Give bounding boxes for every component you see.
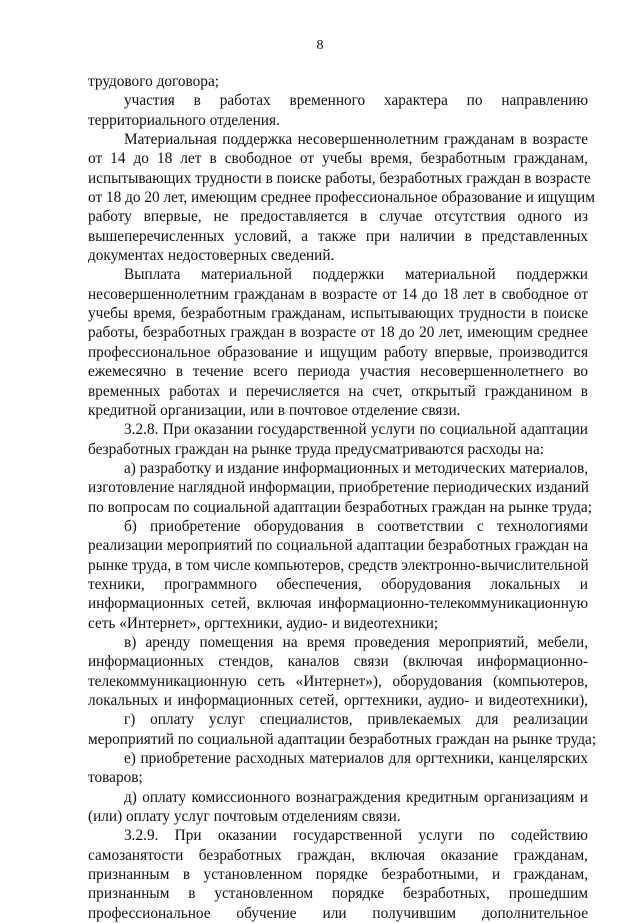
text-line: а) разработку и издание информационных и методических материалов, [124,459,589,477]
text-line: учебы время, безработным гражданам, испытывающих трудности в поиске [88,305,588,323]
text-line: мероприятий по социальной адаптации безработных граждан на рынке труда; [88,730,597,748]
text-line: работы, безработных граждан в возрасте от 18 до 20 лет, имеющим среднее [88,324,588,342]
text-line: товаров; [88,769,143,787]
text-line: информационных стендов, каналов связи (включая информационно- [88,653,588,671]
text-line: документах недостоверных сведений. [88,247,335,265]
text-line: д) оплату комиссионного вознаграждения кредитным организациям и [124,788,588,806]
text-line: несовершеннолетним гражданам в возрасте от 14 до 18 лет в свободное от [88,285,588,303]
text-line: сеть «Интернет», оргтехники, аудио- и видеотехники; [88,614,439,632]
text-line: Выплата материальной поддержки материальной поддержки [124,266,588,284]
text-line: кредитной организации, или в почтовое отделение связи. [88,401,461,419]
text-line: признанным в установленном порядке безработных, прошедшим [88,885,588,903]
text-line: реализации мероприятий по социальной адаптации безработных граждан на [88,537,588,555]
text-line: техники, программного обеспечения, оборудования локальных и [88,575,588,593]
text-line: работу впервые, не предоставляется в случае отсутствия одного из [88,208,588,226]
text-line: г) оплату услуг специалистов, привлекаемых для реализации [124,711,588,729]
text-line: (или) оплату услуг почтовым отделениям связи. [88,808,401,826]
text-line: трудового договора; [88,73,219,90]
text-line: б) приобретение оборудования в соответствии с технологиями [124,517,588,535]
text-line: 3.2.9. При оказании государственной услуги по содействию [124,827,588,845]
text-line: самозанятости безработных граждан, включая оказание гражданам, [88,846,588,864]
text-line: участия в работах временного характера по направлению [124,92,588,110]
text-line: вышеперечисленных условий, а также при наличии в представленных [88,227,588,245]
text-line: безработных граждан на рынке труда предусматриваются расходы на: [88,440,545,458]
text-line: признанным в установленном порядке безработными, и гражданам, [88,866,588,884]
text-line: локальных и информационных сетей, оргтехники, аудио- и видеотехники), [88,692,588,709]
text-line: информационных сетей, включая информационно-телекоммуникационную [88,595,588,613]
page-number: 8 [316,38,324,53]
text-line: изготовление наглядной информации, приобретение периодических изданий [88,479,589,497]
text-line: по вопросам по социальной адаптации безработных граждан на рынке труда; [88,498,592,516]
text-line: телекоммуникационную сеть «Интернет»), оборудования (компьютеров, [88,672,588,690]
text-line: от 14 до 18 лет в свободное от учебы время, безработным гражданам, [88,150,588,168]
text-line: в) аренду помещения на время проведения мероприятий, мебели, [124,633,588,651]
text-line: 3.2.8. При оказании государственной услуги по социальной адаптации [124,421,588,439]
text-line: профессиональное обучение или получившим дополнительное [88,904,588,922]
text-line: от 18 до 20 лет, имеющим среднее профессиональное образование и ищущим [88,189,595,207]
text-line: испытывающих трудности в поиске работы, безработных граждан в возрасте [88,169,591,187]
text-line: ежемесячно в течение всего периода участия несовершеннолетнего во [88,363,588,381]
text-line: временных работах и перечисляется на счет, открытый гражданином в [88,382,588,400]
text-line: территориального отделения. [88,111,280,129]
text-line: профессиональное образование и ищущим работу впервые, производится [88,343,588,361]
text-line: е) приобретение расходных материалов для оргтехники, канцелярских [124,750,588,768]
body-text [88,72,597,923]
text-line: Материальная поддержка несовершеннолетним гражданам в возрасте [124,131,588,149]
text-line: рынке труда, в том числе компьютеров, средств электронно-вычислительной [88,556,589,574]
